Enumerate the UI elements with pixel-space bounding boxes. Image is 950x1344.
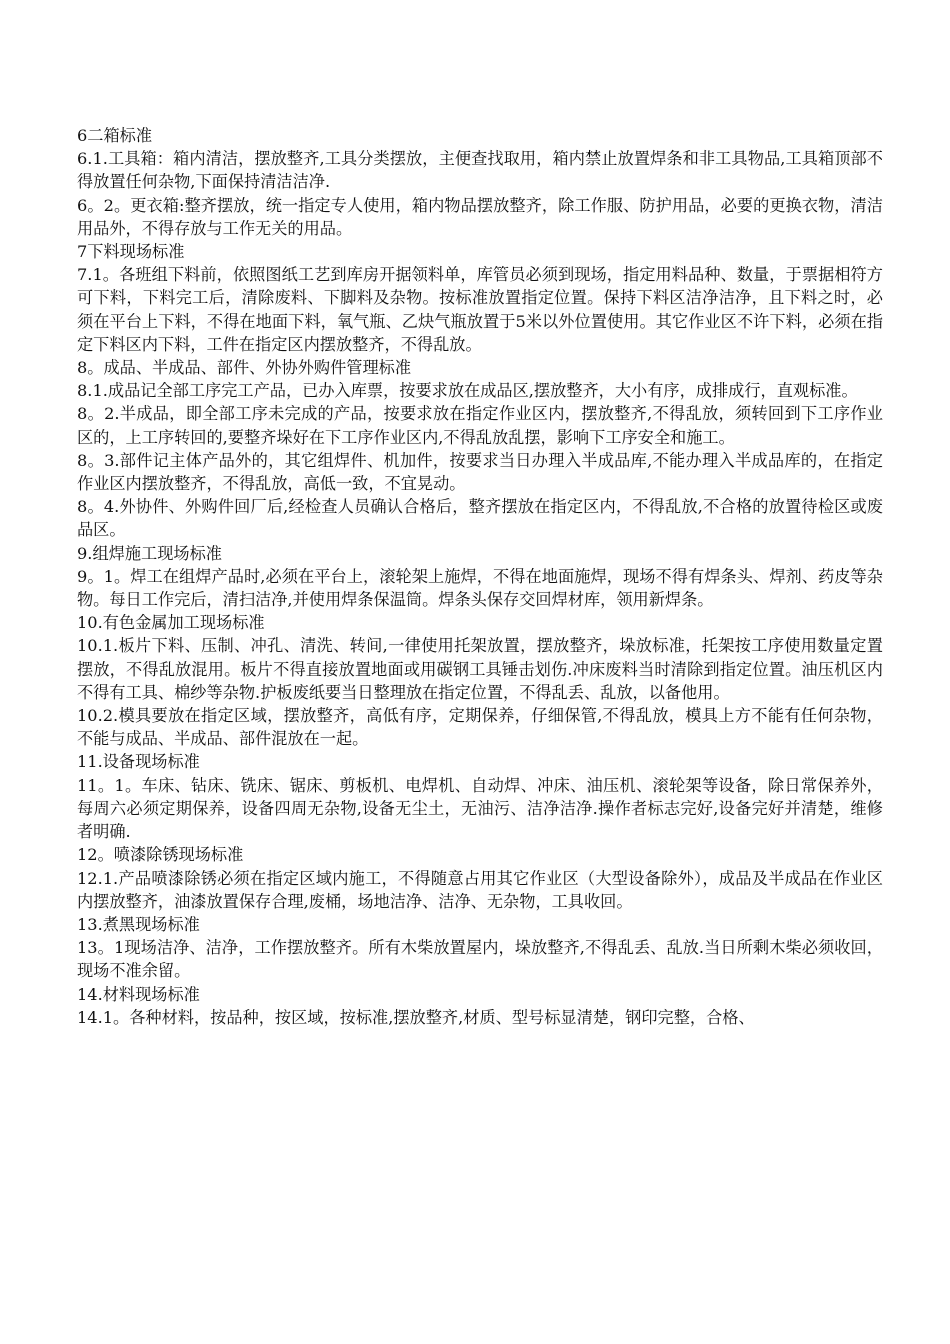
paragraph-8-1: 8.1.成品记全部工序完工产品，已办入库票，按要求放在成品区,摆放整齐，大小有序，成排成行，直观标准。 <box>77 381 858 401</box>
section-heading-6: 6二箱标准 <box>77 126 153 145</box>
section-heading-8: 8。成品、半成品、部件、外协外购件管理标准 <box>77 358 412 378</box>
section-heading-11: 11.设备现场标准 <box>77 752 200 772</box>
paragraph-7-1: 7.1。各班组下料前，依照图纸工艺到库房开据领料单，库管员必须到现场，指定用料品种、数量，于票据相符方可下料，下料完工后，清除废料、下脚料及杂物。按标准放置指定位置。保持下料区洁净洁净，且下料之时，必须在平台上下料，不得在地面下料，氧气瓶、乙炔气瓶放置于5米以外位置使用。其它作业区不许下料，必须在指定下料区内下料，工件在指定区内摆放整齐，不得乱放。 <box>77 265 883 354</box>
section-heading-10: 10.有色金属加工现场标准 <box>77 613 265 633</box>
section-heading-7: 7下料现场标准 <box>77 242 185 262</box>
document-page <box>77 124 883 1029</box>
paragraph-8-3: 8。3.部件记主体产品外的，其它组焊件、机加件，按要求当日办理入半成品库,不能办理入半成品库的，在指定作业区内摆放整齐，不得乱放，高低一致，不宜晃动。 <box>77 450 883 494</box>
paragraph-10-2: 10.2.模具要放在指定区域，摆放整齐，高低有序，定期保养，仔细保管,不得乱放，模具上方不能有任何杂物，不能与成品、半成品、部件混放在一起。 <box>77 706 883 749</box>
paragraph-14-1: 14.1。各种材料，按品种，按区域，按标准,摆放整齐,材质、型号标显清楚，钢印完整，合格、 <box>77 1007 755 1027</box>
paragraph-10-1: 10.1.板片下料、压制、冲孔、清洗、转间,一律使用托架放置，摆放整齐，垛放标准，托架按工序使用数量定置摆放，不得乱放混用。板片不得直接放置地面或用碳钢工具锤击划伤.冲床废料当时清除到指定位置。油压机区内不得有工具、棉纱等杂物.护板废纸要当日整理放在指定位置，不得乱丢、乱放，以备他用。 <box>77 636 883 702</box>
paragraph-9-1: 9。1。焊工在组焊产品时,必须在平台上，滚轮架上施焊，不得在地面施焊，现场不得有焊条头、焊剂、药皮等杂物。每日工作完后，清扫洁净,并使用焊条保温筒。焊条头保存交回焊材库，领用新焊条。 <box>77 566 883 610</box>
paragraph-12-1: 12.1.产品喷漆除锈必须在指定区域内施工，不得随意占用其它作业区（大型设备除外），成品及半成品在作业区内摆放整齐，油漆放置保存合理,废桶，场地洁净、洁净、无杂物，工具收回。 <box>77 868 883 911</box>
section-heading-9: 9.组焊施工现场标准 <box>77 543 222 563</box>
paragraph-6-2: 6。2。更衣箱:整齐摆放，统一指定专人使用，箱内物品摆放整齐，除工作服、防护用品，必要的更换衣物，清洁用品外，不得存放与工作无关的用品。 <box>77 195 883 238</box>
section-heading-12: 12。喷漆除锈现场标准 <box>77 845 244 865</box>
paragraph-8-4: 8。4.外协件、外购件回厂后,经检查人员确认合格后，整齐摆放在指定区内，不得乱放,不合格的放置待检区或废品区。 <box>77 497 883 540</box>
paragraph-8-2: 8。2.半成品，即全部工序未完成的产品，按要求放在指定作业区内，摆放整齐,不得乱放，须转回到下工序作业区的，上工序转回的,要整齐垛好在下工序作业区内,不得乱放乱摆，影响下工序安全和施工。 <box>77 404 883 447</box>
section-heading-14: 14.材料现场标准 <box>77 984 200 1004</box>
section-heading-13: 13.煮黑现场标准 <box>77 914 200 934</box>
paragraph-13-1: 13。1现场洁净、洁净，工作摆放整齐。所有木柴放置屋内，垛放整齐,不得乱丢、乱放.当日所剩木柴必须收回，现场不准余留。 <box>77 938 883 981</box>
paragraph-11-1: 11。1。车床、钻床、铣床、锯床、剪板机、电焊机、自动焊、冲床、油压机、滚轮架等设备，除日常保养外，每周六必须定期保养，设备四周无杂物,设备无尘土，无油污、洁净洁净.操作者标志完好,设备完好并清楚，维修者明确. <box>77 775 883 842</box>
paragraph-6-1: 6.1.工具箱：箱内清洁，摆放整齐,工具分类摆放，主便查找取用，箱内禁止放置焊条和非工具物品,工具箱顶部不得放置任何杂物,下面保持清洁洁净. <box>77 149 883 192</box>
